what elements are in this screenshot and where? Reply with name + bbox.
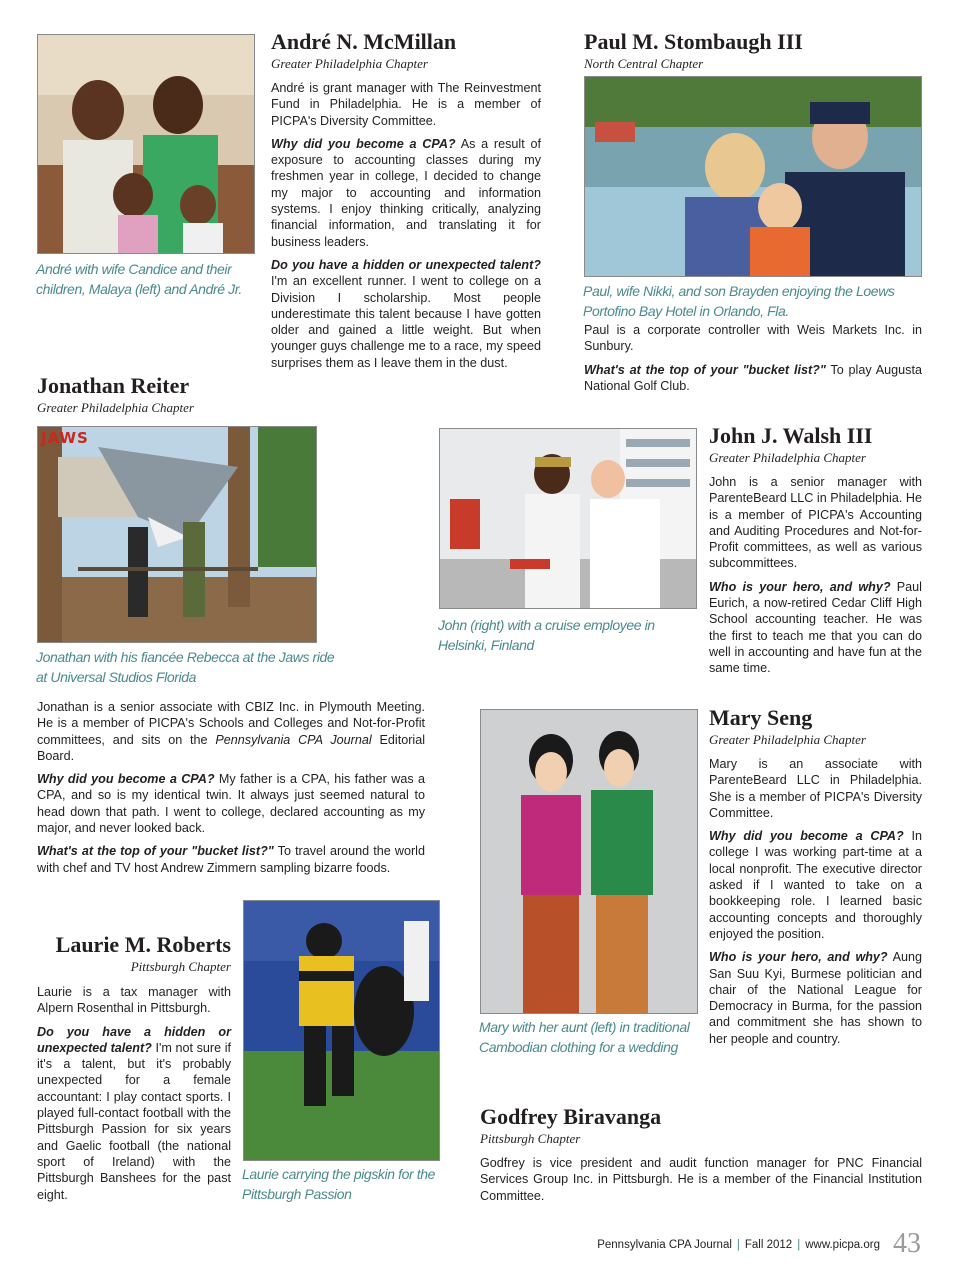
reiter-profile bbox=[37, 699, 425, 883]
mcmillan-answer-1: As a result of exposure to accounting classes during my freshmen year in college, I decided to change my major to accounting and information systems. I enjoy thinking critically, analyzing financial information, and translating it for business leaders. bbox=[271, 136, 541, 249]
walsh-name: John J. Walsh III bbox=[709, 423, 873, 448]
seng-answer-1: In college I was working part-time at a local nonprofit. The executive director asked if I wanted to take on a bookkeeping role. I learned basic accounting concepts and thoroughly enjoyed the position. bbox=[709, 829, 922, 941]
mcmillan-qa-2 bbox=[271, 257, 541, 371]
reiter-caption: Jonathan with his fiancée Rebecca at the Jaws ride at Universal Studios Florida bbox=[36, 649, 335, 685]
mcmillan-profile bbox=[271, 29, 541, 378]
reiter-question-1: Why did you become a CPA? bbox=[37, 772, 215, 787]
seng-name: Mary Seng bbox=[709, 705, 813, 730]
seng-question-1: Why did you become a CPA? bbox=[709, 829, 904, 844]
page-footer bbox=[560, 1239, 880, 1251]
walsh-caption: John (right) with a cruise employee in Helsinki, Finland bbox=[438, 617, 655, 653]
reiter-qa-1 bbox=[37, 771, 425, 836]
roberts-football-photo bbox=[243, 900, 440, 1161]
stombaugh-question-1: What's at the top of your "bucket list?" bbox=[584, 362, 826, 377]
roberts-qa-1 bbox=[37, 1024, 231, 1203]
roberts-name: Laurie M. Roberts bbox=[55, 932, 231, 957]
walsh-bio: John is a senior manager with ParenteBeard LLC in Philadelphia. He is a member of PICPA's Accounting and Auditing Procedures and Not-for-Profit committees, as well as various subcommittees. bbox=[709, 475, 922, 571]
mcmillan-family-photo bbox=[37, 34, 255, 254]
reiter-name: Jonathan Reiter bbox=[37, 373, 190, 398]
mcmillan-name: André N. McMillan bbox=[271, 29, 457, 54]
walsh-cruise-photo bbox=[439, 428, 697, 609]
mcmillan-caption: André with wife Candice and their children, Malaya (left) and André Jr. bbox=[36, 261, 242, 297]
mcmillan-answer-2: I'm an excellent runner. I went to college on a Division I scholarship. Most people underestimate this talent because I have gotten older and gained a little weight. But when younger guys challenge me to a race, my speed surprises them as I leave them in the dust. bbox=[271, 274, 541, 370]
stombaugh-header bbox=[584, 29, 924, 72]
mcmillan-question-1: Why did you become a CPA? bbox=[271, 136, 456, 151]
roberts-profile bbox=[37, 984, 231, 1210]
stombaugh-answer-1: To play Augusta National Golf Club. bbox=[584, 362, 922, 393]
seng-qa-1 bbox=[709, 828, 922, 942]
reiter-bio-end: Editorial Board. bbox=[37, 732, 425, 763]
walsh-chapter: Greater Philadelphia Chapter bbox=[709, 450, 866, 465]
page-number: 43 bbox=[893, 1228, 921, 1259]
biravanga-chapter: Pittsburgh Chapter bbox=[480, 1131, 581, 1146]
mcmillan-qa-1 bbox=[271, 136, 541, 250]
roberts-caption: Laurie carrying the pigskin for the Pittsburgh Passion bbox=[242, 1166, 435, 1202]
reiter-question-2: What's at the top of your "bucket list?" bbox=[37, 844, 274, 859]
seng-profile bbox=[709, 705, 922, 1054]
reiter-qa-2 bbox=[37, 843, 425, 876]
biravanga-bio: Godfrey is vice president and audit function manager for PNC Financial Services Group Inc. in Pittsburgh. He is a member of the Financial Institution Committee. bbox=[480, 1156, 922, 1203]
seng-caption: Mary with her aunt (left) in traditional Cambodian clothing for a wedding bbox=[479, 1019, 690, 1055]
stombaugh-bio: Paul is a corporate controller with Weis Markets Inc. in Sunbury. bbox=[584, 323, 922, 354]
jaws-sign: JAWS bbox=[41, 429, 89, 447]
footer-separator: | bbox=[797, 1239, 801, 1251]
reiter-bio-journal: Pennsylvania CPA Journal bbox=[215, 732, 372, 747]
footer-issue: Fall 2012 bbox=[744, 1239, 793, 1251]
biravanga-name: Godfrey Biravanga bbox=[480, 1104, 662, 1129]
seng-question-2: Who is your hero, and why? bbox=[709, 950, 888, 965]
stombaugh-name: Paul M. Stombaugh III bbox=[584, 29, 803, 54]
walsh-question-1: Who is your hero, and why? bbox=[709, 579, 891, 594]
reiter-answer-2: To travel around the world with chef and TV host Andrew Zimmern sampling bizarre foods. bbox=[37, 844, 425, 875]
walsh-profile bbox=[709, 423, 922, 684]
seng-qa-2 bbox=[709, 949, 922, 1047]
walsh-qa-1 bbox=[709, 579, 922, 677]
stombaugh-profile bbox=[584, 322, 922, 401]
roberts-header bbox=[37, 932, 231, 975]
seng-answer-2: Aung San Suu Kyi, Burmese politician and chair of the National League for Democracy in Burma, for the passion and commitment she has shown to her people and country. bbox=[709, 950, 922, 1046]
roberts-bio: Laurie is a tax manager with Alpern Rosenthal in Pittsburgh. bbox=[37, 985, 231, 1016]
walsh-answer-1: Paul Eurich, a now-retired Cedar Cliff High School accounting teacher. He was the first to teach me that you can do well in accounting and have fun at the same time. bbox=[709, 579, 922, 676]
seng-chapter: Greater Philadelphia Chapter bbox=[709, 732, 866, 747]
stombaugh-qa-1 bbox=[584, 362, 922, 395]
roberts-answer-1: I'm not sure if it's a talent, but it's probably unexpected for a female accountant: I play contact sports. I played full-contact football with the Pittsburgh Passion for six years and Gaelic football (the national sport of Ireland) with the Pittsburgh Banshees for the past eight. bbox=[37, 1040, 231, 1202]
roberts-question-1: Do you have a hidden or unexpected talent? bbox=[37, 1024, 231, 1055]
seng-bio: Mary is an associate with ParenteBeard LLC in Philadelphia. She is a member of PICPA's Diversity Committee. bbox=[709, 757, 922, 820]
reiter-jaws-photo bbox=[37, 426, 317, 643]
roberts-chapter: Pittsburgh Chapter bbox=[130, 959, 231, 974]
seng-wedding-photo bbox=[480, 709, 698, 1014]
footer-website: www.picpa.org bbox=[805, 1239, 880, 1251]
reiter-bio bbox=[37, 699, 425, 764]
footer-journal: Pennsylvania CPA Journal bbox=[597, 1239, 732, 1251]
reiter-chapter: Greater Philadelphia Chapter bbox=[37, 400, 194, 415]
mcmillan-bio: André is grant manager with The Reinvestment Fund in Philadelphia. He is a member of PICPA's Diversity Committee. bbox=[271, 81, 541, 128]
stombaugh-family-photo bbox=[584, 76, 922, 277]
reiter-answer-1: My father is a CPA, his father was a CPA, and so is my identical twin. It always just seemed natural to head down that path. I went to college, declared accounting as my major, and never looked back. bbox=[37, 772, 425, 836]
stombaugh-caption: Paul, wife Nikki, and son Brayden enjoying the Loews Portofino Bay Hotel in Orlando, Fla. bbox=[583, 283, 895, 319]
reiter-header bbox=[37, 373, 337, 416]
biravanga-profile bbox=[480, 1104, 922, 1211]
mcmillan-question-2: Do you have a hidden or unexpected talent? bbox=[271, 257, 541, 272]
mcmillan-chapter: Greater Philadelphia Chapter bbox=[271, 56, 428, 71]
stombaugh-chapter: North Central Chapter bbox=[584, 56, 704, 71]
reiter-bio-text: Jonathan is a senior associate with CBIZ Inc. in Plymouth Meeting. He is a member of PICPA's Schools and Colleges and Not-for-Profit committees, and sits on the bbox=[37, 700, 425, 747]
footer-separator: | bbox=[736, 1239, 740, 1251]
